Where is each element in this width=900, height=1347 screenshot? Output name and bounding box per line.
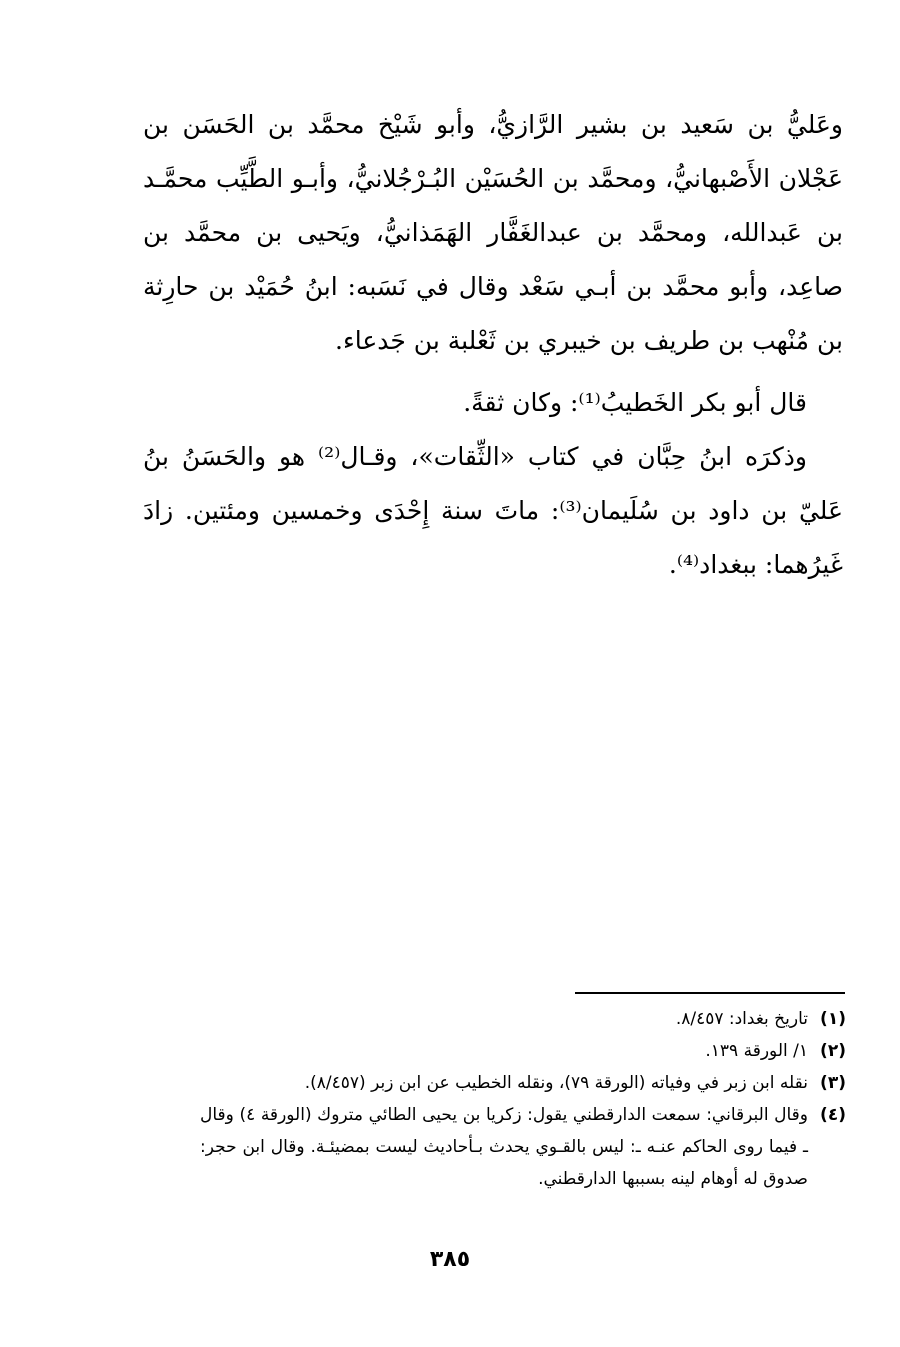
footnote-number: (٢) (820, 1041, 846, 1061)
footnote-2 (200, 1035, 846, 1067)
body-paragraph-2: قال أبو بكر الخَطيبُ⁽¹⁾: وكان ثقةً. (463, 388, 807, 417)
footnote-text: ١/ الورقة ١٣٩. (705, 1041, 808, 1061)
footnote-text: وقال البرقاني: سمعت الدارقطني يقول: زكريا بن يحيى الطائي متروك (الورقة ٤) وقال ـ فيما روى الحاكم عنـه ـ: ليس بالقـوي يحدث بـأحاديث ليست بمضيئـة. وقال ابن حجر: صدوق له أوهام لينه بسببها الدارقطني. (200, 1105, 809, 1189)
footnote-number: (١) (820, 1009, 846, 1029)
footnote-divider (575, 992, 845, 994)
body-paragraph-1: وعَليُّ بن سَعيد بن بشير الرَّازيُّ، وأبو شَيْخ محمَّد بن الحَسَن بن عَجْلان الأَصْبهانيُّ، ومحمَّد بن الحُسَيْن البُـرْجُلانيُّ، وأبـو الطَّيِّب محمَّـد بن عَبدالله، ومحمَّد بن عبدالغَفَّار الهَمَذانيُّ، ويَحيى بن محمَّد بن صاعِد، وأبو محمَّد بن أبـي سَعْد وقال في نَسَبه: ابنُ حُمَيْد بن حارِثة بن مُنْهب بن طريف بن خيبري بن ثَعْلبة بن جَدعاء. (143, 110, 843, 355)
footnote-4 (200, 1099, 846, 1195)
footnote-number: (٣) (820, 1073, 846, 1093)
main-text-block (143, 98, 843, 592)
footnotes-section (200, 1003, 846, 1195)
footnote-1 (200, 1003, 846, 1035)
footnote-3 (200, 1067, 846, 1099)
body-paragraph-3: وذكرَه ابنُ حِبَّان في كتاب «الثِّقات»، وقـال⁽²⁾ هو والحَسَنُ بنُ عَليّ بن داود بن سُلَيمان⁽³⁾: ماتَ سنة إِحْدَى وخمسين ومئتين. زادَ غَيرُهما: ببغداد⁽⁴⁾. (143, 442, 843, 579)
footnote-text: تاريخ بغداد: ٨/٤٥٧. (675, 1009, 808, 1029)
footnote-text: نقله ابن زبر في وفياته (الورقة ٧٩)، ونقله الخطيب عن ابن زبر (٨/٤٥٧). (304, 1073, 808, 1093)
page-number: ٣٨٥ (429, 1247, 471, 1272)
footnote-number: (٤) (820, 1105, 846, 1125)
